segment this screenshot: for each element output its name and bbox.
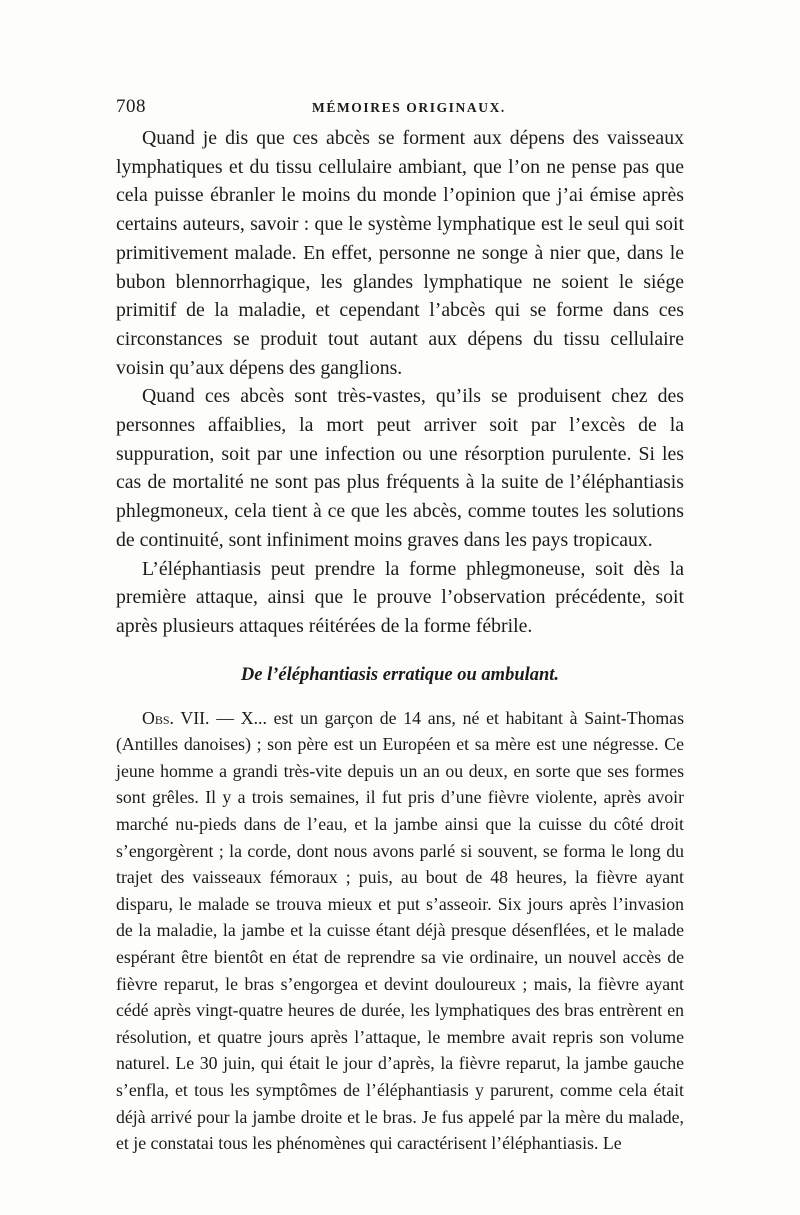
paragraph-mortalite: Quand ces abcès sont très-vastes, qu’ils se produisent chez des personnes affaiblies, la mort peut arriver soit par l’excès de la suppuration, soit par une infection ou une résorption purulente. Si les cas de mortalité ne sont pas plus fréquents à la suite de l’éléphantiasis phlegmoneux, cela tient à ce que les abcès, comme toutes les solutions de continuité, sont infiniment moins graves dans les pays tropicaux. [116, 385, 684, 551]
page-header [116, 96, 684, 124]
observation-text: — X... est un garçon de 14 ans, né et habitant à Saint-Thomas (Antilles danoises) ; son père est un Européen et sa mère est une négresse. Ce jeune homme a grandi très-vite depuis un an ou deux, en sorte que ses formes sont grêles. Il y a trois semaines, il fut pris d’une fièvre violente, après avoir marché nu-pieds dans de l’eau, et la jambe ainsi que la cuisse du côté droit s’engorgèrent ; la corde, dont nous avons parlé si souvent, se forma le long du trajet des vaisseaux fémoraux ; puis, au bout de 48 heures, la fièvre ayant disparu, le malade se trouva mieux et put s’asseoir. Six jours après l’invasion de la maladie, la jambe et la cuisse étant déjà presque désenflées, et le malade espérant être bientôt en état de reprendre sa vie ordinaire, un nouvel accès de fièvre reparut, le bras s’engorgea et devint douloureux ; mais, la fièvre ayant cédé après vingt-quatre heures de durée, les lymphatiques des bras entrèrent en résolution, et quatre jours après l’attaque, le membre avait repris son volume naturel. Le 30 juin, qui était le jour d’après, la fièvre reparut, la jambe gauche s’enfla, et tous les symptômes de l’éléphantiasis y parurent, comme cela était déjà arrivé pour la jambe droite et le bras. Je fus appelé par la mère du malade, et je constatai tous les phénomènes qui caractérisent l’éléphantiasis. Le [116, 707, 684, 1154]
observation-paragraph [116, 705, 684, 1157]
page-number: 708 [116, 96, 146, 117]
body-text [116, 124, 684, 1157]
observation-label: Obs. VII. [142, 707, 210, 728]
running-head: MÉMOIRES ORIGINAUX. [312, 100, 506, 115]
section-title: De l’éléphantiasis erratique ou ambulant. [240, 664, 560, 685]
paragraph-abces: Quand je dis que ces abcès se forment aux dépens des vaisseaux lymphatiques et du tissu cellulaire ambiant, que l’on ne pense pas que cela puisse ébranler le moins du monde l’opinion que j’ai émise après certains auteurs, savoir : que le système lymphatique est le seul qui soit primitivement malade. En effet, personne ne songe à nier que, dans le bubon blennorrhagique, les glandes lymphatique ne soient le siége primitif de la maladie, et cependant l’abcès qui se forme dans ces circonstances se produit tout autant aux dépens du tissu cellulaire voisin qu’aux dépens des ganglions. [116, 127, 684, 379]
paragraph-forme-phlegmoneuse: L’éléphantiasis peut prendre la forme phlegmoneuse, soit dès la première attaque, ainsi que le prouve l’observation précédente, soit après plusieurs attaques réitérées de la forme fébrile. [116, 557, 684, 637]
